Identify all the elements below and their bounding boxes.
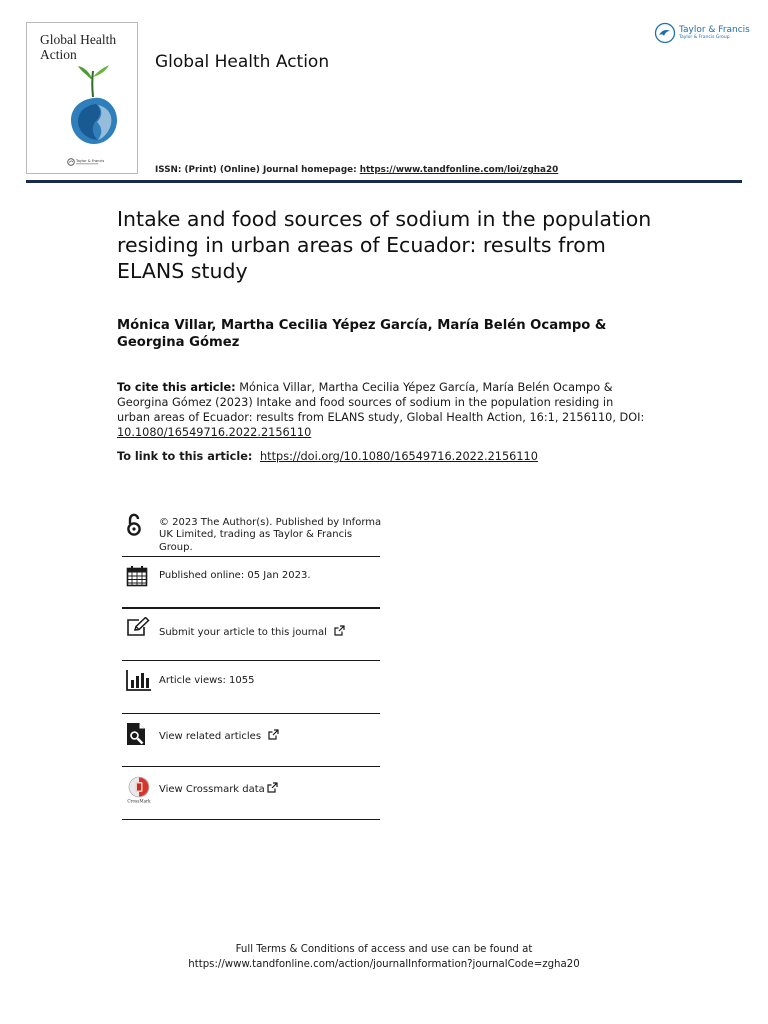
authors: Mónica Villar, Martha Cecilia Yépez García, María Belén Ocampo & Georgina Gómez <box>117 318 607 350</box>
cover-publisher-logo-icon <box>67 157 107 167</box>
related-articles-label: View related articles <box>159 731 262 742</box>
external-link-icon <box>267 782 278 793</box>
copyright-text: © 2023 The Author(s). Published by Informa UK Limited, trading as Taylor & Francis Group. <box>159 517 382 553</box>
crossmark-row[interactable] <box>122 768 380 820</box>
article-url-link[interactable]: https://doi.org/10.1080/16549716.2022.2156110 <box>260 450 538 463</box>
terms-footer <box>0 942 768 972</box>
citation <box>117 380 647 440</box>
cover-leaf-globe-icon <box>65 57 125 149</box>
journal-cover <box>26 22 138 174</box>
cite-label: To cite this article: <box>117 381 236 394</box>
publisher-name: Taylor & Francis <box>679 25 750 35</box>
article-title: Intake and food sources of sodium in the population residing in urban areas of Ecuador: results from ELANS study <box>117 207 652 283</box>
calendar-icon <box>126 565 148 587</box>
related-row[interactable] <box>122 715 380 767</box>
external-link-icon <box>268 729 279 740</box>
issn-homepage-line <box>155 165 558 175</box>
views-row <box>122 661 380 714</box>
cover-publisher-text: Taylor & Francis <box>76 159 105 163</box>
terms-url[interactable]: https://www.tandfonline.com/action/journalInformation?journalCode=zgha20 <box>188 959 580 970</box>
search-document-icon <box>126 722 148 746</box>
copyright-row <box>122 508 380 557</box>
crossmark-label: View Crossmark data <box>159 784 265 795</box>
journal-homepage-link[interactable]: https://www.tandfonline.com/loi/zgha20 <box>359 165 559 175</box>
crossmark-icon <box>126 776 152 804</box>
terms-line: Full Terms & Conditions of access and use can be found at <box>235 944 533 955</box>
header-divider <box>26 180 742 183</box>
doi-link[interactable]: 10.1080/16549716.2022.2156110 <box>117 426 312 439</box>
journal-title: Global Health Action <box>155 52 330 72</box>
issn-label: ISSN: (Print) (Online) Journal homepage: <box>155 165 357 175</box>
external-link-icon <box>334 625 345 636</box>
submit-article-link[interactable] <box>159 625 384 639</box>
publisher-logo[interactable] <box>654 22 750 44</box>
taylor-francis-logo-icon <box>654 22 676 44</box>
publisher-group: Taylor & Francis Group <box>679 35 730 40</box>
edit-icon <box>126 617 150 637</box>
submit-row[interactable] <box>122 609 380 661</box>
article-views: Article views: 1055 <box>159 675 255 686</box>
cite-text: Mónica Villar, Martha Cecilia Yépez García, María Belén Ocampo & Georgina Gómez (2023) Intake and food sources of sodium in the population residing in urban areas of Ecuador: results from ELANS study, Global Health Action, 16:1, 2156110, DOI: <box>117 381 645 424</box>
published-row <box>122 557 380 609</box>
crossmark-logo-text: CrossMark <box>127 798 151 804</box>
crossmark-link[interactable] <box>159 782 384 796</box>
link-label: To link to this article: <box>117 450 253 463</box>
cover-title: Global Health Action <box>40 32 117 62</box>
open-access-icon <box>126 513 142 537</box>
related-articles-link[interactable] <box>159 729 384 743</box>
submit-article-label: Submit your article to this journal <box>159 627 327 638</box>
published-date: Published online: 05 Jan 2023. <box>159 570 311 581</box>
article-link-line <box>117 449 677 464</box>
bar-chart-icon <box>126 669 152 691</box>
